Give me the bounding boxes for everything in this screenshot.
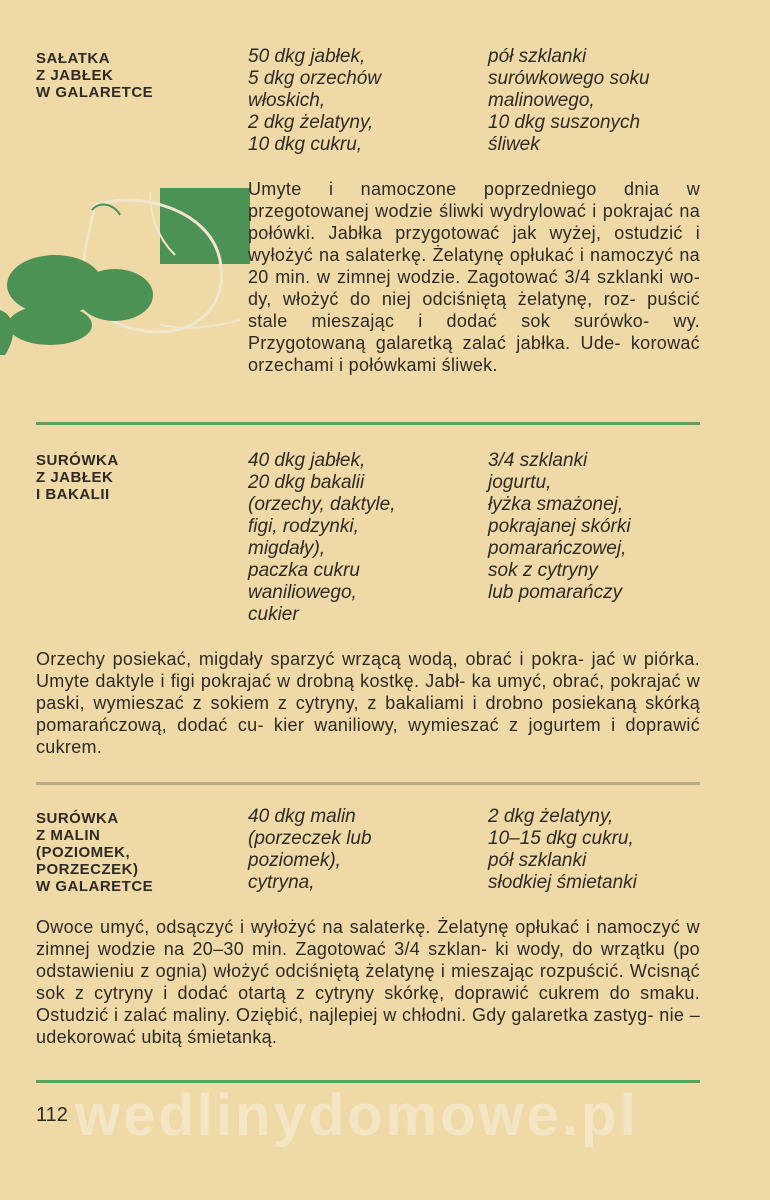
ingredient: łyżka smażonej,	[488, 494, 624, 515]
instruction-line: puścić stale mieszając i dodać sok surówko-	[248, 289, 700, 331]
ingredient: słodkiej śmietanki	[488, 872, 637, 893]
recipe-3-title	[36, 810, 211, 895]
title-line: SURÓWKA	[36, 452, 119, 469]
instruction-line: zimnej wodzie. Zagotować 3/4 szklanki wo-	[336, 267, 701, 287]
recipe-3-instructions	[36, 916, 700, 1048]
instruction-line: dy, włożyć do niej odciśniętą żelatynę, roz-	[248, 289, 648, 309]
ingredient: cytryna,	[248, 872, 315, 893]
instruction-line: Żelatynę opłukać i namoczyć na 20 min. w	[248, 245, 700, 287]
recipe-1-title	[36, 50, 211, 101]
ingredient: śliwek	[488, 134, 540, 155]
recipe-2-instructions	[36, 648, 700, 758]
ingredient: 2 dkg żelatyny,	[248, 112, 374, 133]
instruction-line: jać w piórka. Umyte daktyle i figi pokrajać w drobną kostkę. Jabł-	[36, 649, 701, 691]
instruction-line: ka umyć, obrać, pokrajać w paski, wymieszać z sokiem z cytryny,	[36, 671, 700, 713]
recipe-2-title	[36, 452, 211, 503]
leaf-shape	[0, 310, 13, 355]
title-line: (POZIOMEK,	[36, 844, 131, 861]
instruction-line: jak wyżej, ostudzić i wyłożyć na salaterkę.	[248, 223, 700, 265]
recipe-3-ingredients-left	[248, 806, 372, 894]
ingredient: włoskich,	[248, 90, 326, 111]
ingredient: poziomek),	[248, 850, 341, 871]
ingredient: 10 dkg cukru,	[248, 134, 363, 155]
title-line: Z JABŁEK	[36, 67, 114, 84]
title-line: W GALARETCE	[36, 878, 154, 895]
title-line: W GALARETCE	[36, 84, 154, 101]
title-line: Z MALIN	[36, 827, 101, 844]
leaf-stroke	[92, 205, 120, 215]
ingredient: sok z cytryny	[488, 560, 598, 581]
ingredient: pół szklanki	[488, 46, 587, 67]
instruction-line: nie – udekorować ubitą śmietanką.	[36, 1005, 700, 1047]
ingredient: malinowego,	[488, 90, 595, 111]
instruction-line: korować orzechami i połówkami śliwek.	[248, 333, 700, 375]
section-divider	[36, 782, 700, 785]
ingredient: jogurtu,	[488, 472, 552, 493]
recipe-1-ingredients-left	[248, 46, 381, 156]
plum-2	[77, 269, 153, 321]
title-line: I BAKALII	[36, 486, 110, 503]
instruction-line: wy. Przygotowaną galaretką zalać jabłka. Ude-	[248, 311, 700, 353]
ingredient: lub pomarańczy	[488, 582, 623, 603]
ingredient: figi, rodzynki,	[248, 516, 359, 537]
ingredient: 20 dkg bakalii	[248, 472, 365, 493]
instruction-line: z bakaliami i drobno posiekaną skórką pomarańczową, dodać cu-	[36, 693, 701, 735]
ingredient: pół szklanki	[488, 850, 587, 871]
ingredient: 50 dkg jabłek,	[248, 46, 366, 67]
ingredient: 40 dkg jabłek,	[248, 450, 366, 471]
title-line: SAŁATKA	[36, 50, 111, 67]
instruction-line: Umyte i namoczone poprzedniego dnia w	[248, 179, 700, 199]
title-line: PORZECZEK)	[36, 861, 139, 878]
section-divider	[36, 422, 700, 425]
title-line: Z JABŁEK	[36, 469, 114, 486]
instruction-line: i zalać maliny. Oziębić, najlepiej w chłodni. Gdy galaretka zastyg-	[113, 1005, 660, 1025]
ingredient: waniliowego,	[248, 582, 357, 603]
ingredient: 5 dkg orzechów	[248, 68, 382, 89]
ingredient: surówkowego soku	[488, 68, 650, 89]
ingredient: (orzechy, daktyle,	[248, 494, 396, 515]
recipe-3-ingredients-right	[488, 806, 637, 894]
ingredient: pomarańczowej,	[488, 538, 627, 559]
watermark: wedlinydomowe.pl	[75, 1083, 639, 1148]
recipe-1-instructions	[248, 178, 700, 376]
ingredient: 10–15 dkg cukru,	[488, 828, 634, 849]
ingredient: pokrajanej skórki	[488, 516, 631, 537]
instruction-line: Orzechy posiekać, migdały sparzyć wrzącą wodą, obrać i pokra-	[36, 649, 592, 669]
instruction-line: przegotowanej wodzie śliwki wydrylować i	[248, 201, 603, 221]
title-line: SURÓWKA	[36, 810, 119, 827]
instruction-line: Owoce umyć, odsączyć i wyłożyć na salaterkę. Żelatynę opłukać	[36, 917, 586, 937]
plum-3	[8, 305, 92, 345]
ingredient: 3/4 szklanki	[488, 450, 588, 471]
recipe-2-ingredients-right	[488, 450, 631, 604]
instruction-line: i namoczyć w zimnej wodzie na 20–30 min. Zagotować 3/4 szklan-	[36, 917, 700, 959]
instruction-line: kier waniliowy, wymieszać z jogurtem i doprawić cukrem.	[36, 715, 700, 757]
instruction-line: otartą z cytryny skórkę, doprawić cukrem do smaku. Ostudzić	[36, 983, 700, 1025]
instruction-line: ki wody, do wrzątku (po odstawieniu z ognia) włożyć odciśniętą	[36, 939, 700, 981]
recipe-2-ingredients-left	[248, 450, 395, 626]
instruction-line: pokrajać na połówki. Jabłka przygotować	[248, 201, 701, 243]
ingredient: cukier	[248, 604, 299, 625]
ingredient: paczka cukru	[248, 560, 360, 581]
ingredient: (porzeczek lub	[248, 828, 372, 849]
instruction-line: żelatynę i mieszając rozpuścić. Wcisnąć sok z cytryny i dodać	[36, 961, 700, 1003]
ingredient: migdały),	[248, 538, 326, 559]
recipe-1-ingredients-right	[488, 46, 650, 156]
ingredient: 10 dkg suszonych	[488, 112, 641, 133]
fruit-illustration	[0, 180, 260, 380]
ingredient: 40 dkg malin	[248, 806, 356, 827]
page-number: 112	[36, 1104, 68, 1126]
ingredient: 2 dkg żelatyny,	[488, 806, 614, 827]
